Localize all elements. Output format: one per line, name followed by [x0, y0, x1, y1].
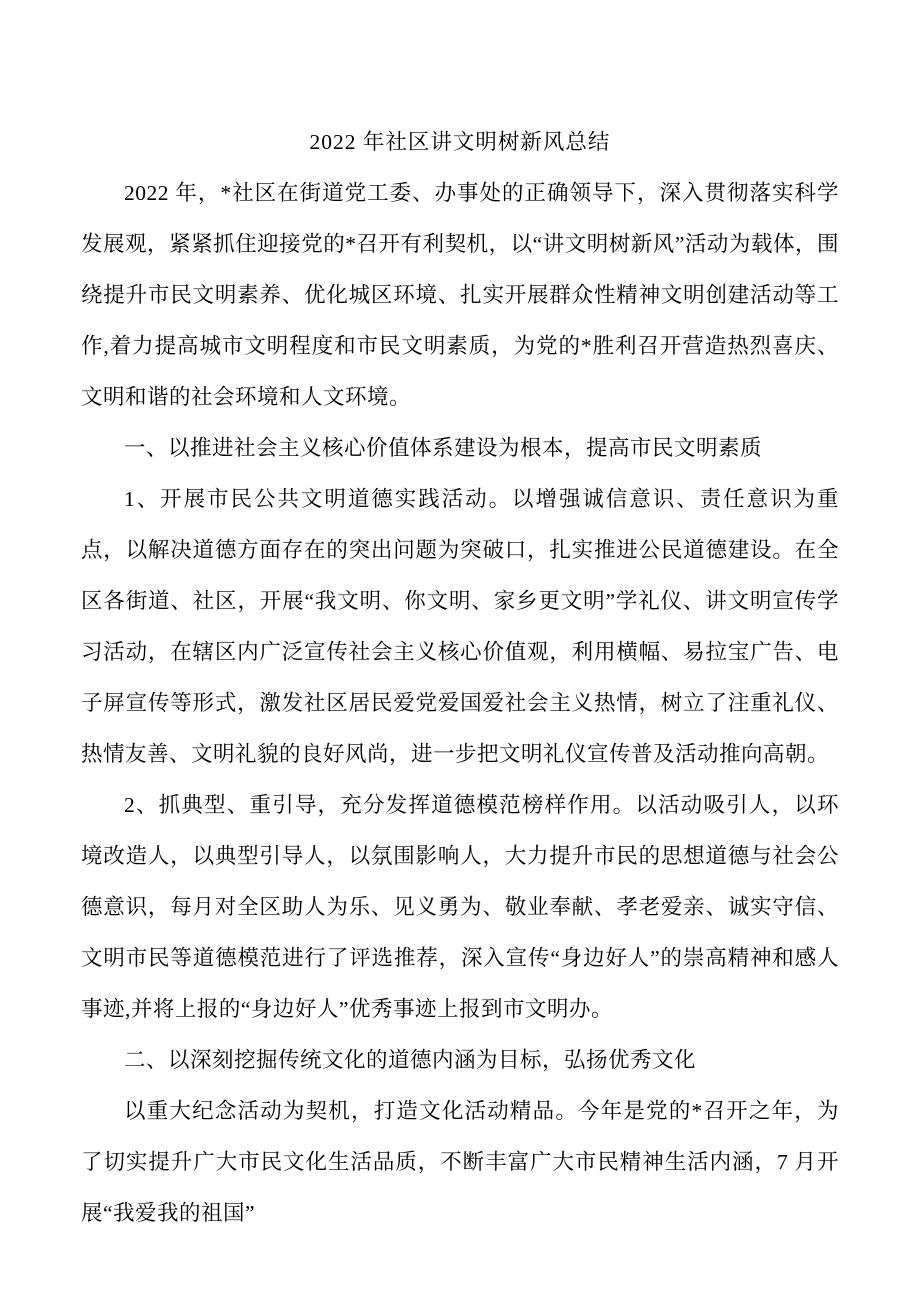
- section-1-heading: 一、以推进社会主义核心价值体系建设为根本，提高市民文明素质: [124, 436, 763, 460]
- section-1-item-1-paragraph: 1、开展市民公共文明道德实践活动。以增强诚信意识、责任意识为重点，以解决道德方面存在的突出问题为突破口，扎实推进公民道德建设。在全区各街道、社区，开展“我文明、你文明、家乡更文明”学礼仪、讲文明宣传学习活动，在辖区内广泛宣传社会主义核心价值观，利用横幅、易拉宝广告、电子屏宣传等形式，激发社区居民爱党爱国爱社会主义热情，树立了注重礼仪、热情友善、文明礼貌的良好风尚，进一步把文明礼仪宣传普及活动推向高朝。: [81, 487, 839, 766]
- section-1-item-2-paragraph: 2、抓典型、重引导，充分发挥道德模范榜样作用。以活动吸引人，以环境改造人，以典型引导人，以氛围影响人，大力提升市民的思想道德与社会公德意识，每月对全区助人为乐、见义勇为、敬业奉献、孝老爱亲、诚实守信、文明市民等道德模范进行了评选推荐，深入宣传“身边好人”的崇高精神和感人事迹,并将上报的“身边好人”优秀事迹上报到市文明办。: [81, 793, 839, 1021]
- section-2-heading: 二、以深刻挖掘传统文化的道德内涵为目标，弘扬优秀文化: [124, 1048, 697, 1072]
- opening-paragraph: 2022 年，*社区在街道党工委、办事处的正确领导下，深入贯彻落实科学发展观，紧紧抓住迎接党的*召开有利契机，以“讲文明树新风”活动为载体，围绕提升市民文明素养、优化城区环境、扎实开展群众性精神文明创建活动等工作,着力提高城市文明程度和市民文明素质，为党的*胜利召开营造热烈喜庆、文明和谐的社会环境和人文环境。: [81, 181, 839, 409]
- document-title: 2022 年社区讲文明树新风总结: [309, 130, 611, 154]
- section-2-body-paragraph: 以重大纪念活动为契机，打造文化活动精品。今年是党的*召开之年，为了切实提升广大市民文化生活品质，不断丰富广大市民精神生活内涵，7 月开展“我爱我的祖国”: [81, 1099, 839, 1225]
